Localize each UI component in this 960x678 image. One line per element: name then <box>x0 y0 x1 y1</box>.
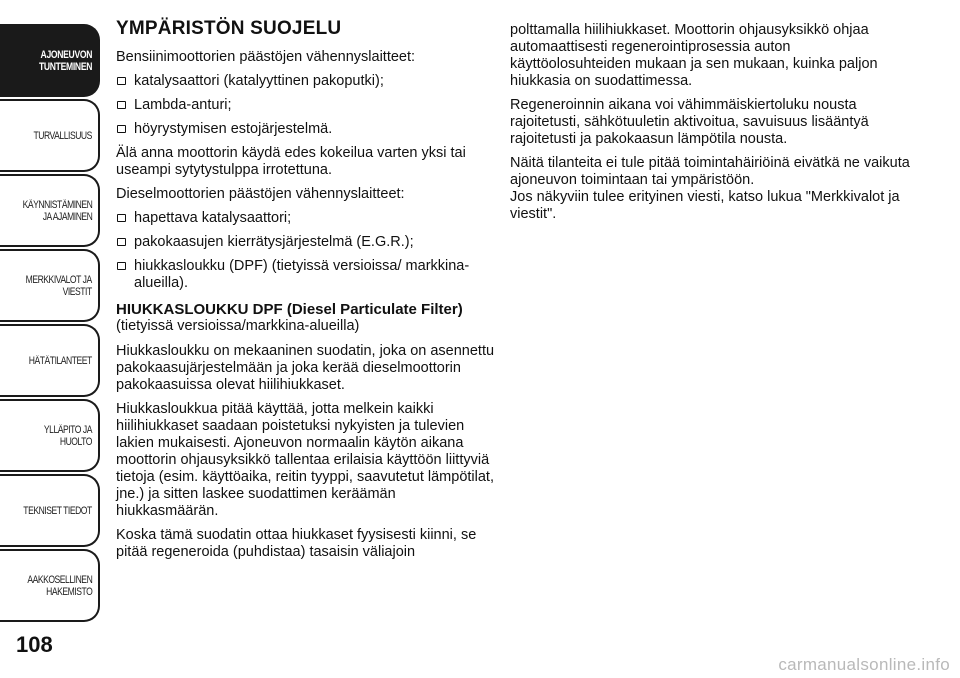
paragraph: polttamalla hiilihiukkaset. Moottorin ohjausyksikkö ohjaa automaattisesti regenerointiprosessia auton käyttöolosuhteiden mukaan ja sen mukaan, kuinka paljon hiukkasia on suodattimessa. <box>510 22 878 89</box>
warning-text: Älä anna moottorin käydä edes kokeilua varten yksi tai useampi sytytystulppa irrotettuna. <box>116 145 466 178</box>
paragraph: Regeneroinnin aikana voi vähimmäiskiertoluku nousta rajoitetusti, sähkötuuletin aktivoitua, savuisuus lisääntyä rajoitetusti ja pakokaasun lämpötila nousta. <box>510 97 869 147</box>
tab-label: AAKKOSELLINEN HAKEMISTO <box>27 573 92 598</box>
diesel-intro: Dieselmoottorien päästöjen vähennyslaitteet: <box>116 186 405 202</box>
paragraph: Koska tämä suodatin ottaa hiukkaset fyysisesti kiinni, se pitää regeneroida (puhdistaa) tasaisin väliajoin <box>116 527 477 560</box>
left-column <box>116 14 498 568</box>
list-item: katalysaattori (katalyyttinen pakoputki); <box>116 73 498 90</box>
tab-kaynnistaminen[interactable] <box>0 174 100 247</box>
tab-ajoneuvon-tunteminen[interactable] <box>0 24 100 97</box>
right-column <box>510 22 910 230</box>
section-heading: HIUKKASLOUKKU DPF (Diesel Particulate Filter) <box>116 301 463 318</box>
tab-tekniset-tiedot[interactable] <box>0 474 100 547</box>
tab-turvallisuus[interactable] <box>0 99 100 172</box>
tab-label: KÄYNNISTÄMINEN JA AJAMINEN <box>22 198 92 223</box>
checkbox-bullet-icon <box>117 214 126 222</box>
paragraph: Jos näkyviin tulee erityinen viesti, katso lukua "Merkkivalot ja viestit". <box>510 189 900 222</box>
page-title: YMPÄRISTÖN SUOJELU <box>116 18 342 39</box>
tab-label: HÄTÄTILANTEET <box>28 354 92 367</box>
tab-label: AJONEUVON TUNTEMINEN <box>38 48 92 73</box>
petrol-intro: Bensiinimoottorien päästöjen vähennyslaitteet: <box>116 49 416 65</box>
tab-label: YLLÄPITO JA HUOLTO <box>43 423 92 448</box>
list-item: hiukkasloukku (DPF) (tietyissä versioissa/ markkina-alueilla). <box>116 258 498 292</box>
checkbox-bullet-icon <box>117 125 126 133</box>
tab-yllapito[interactable] <box>0 399 100 472</box>
page-number: 108 <box>16 632 53 657</box>
list-item: pakokaasujen kierrätysjärjestelmä (E.G.R.); <box>116 234 498 251</box>
paragraph: Hiukkasloukkua pitää käyttää, jotta melkein kaikki hiilihiukkaset saadaan poistetuksi nykyisten ja tulevien lakien mukaisesti. Ajoneuvon normaalin käytön aikana moottorin ohjausyksikkö tallentaa erilaisia käyttöön liittyviä tietoja (esim. käyttöaika, reitin tyyppi, saavutetut lämpötilat, jne.) ja sitten laskee suodattimen keräämän hiukkasmäärän. <box>116 401 494 519</box>
list-item: höyrystymisen estojärjestelmä. <box>116 121 498 138</box>
tab-hatatilanteet[interactable] <box>0 324 100 397</box>
tab-merkkivalot[interactable] <box>0 249 100 322</box>
paragraph: Näitä tilanteita ei tule pitää toimintahäiriöinä eivätkä ne vaikuta ajoneuvon toimintaan tai ympäristöön. <box>510 155 910 188</box>
chapter-tabs <box>0 0 104 678</box>
tab-label: TEKNISET TIEDOT <box>23 504 92 517</box>
section-subnote: (tietyissä versioissa/markkina-alueilla) <box>116 318 360 334</box>
checkbox-bullet-icon <box>117 77 126 85</box>
paragraph: Hiukkasloukku on mekaaninen suodatin, joka on asennettu pakokaasujärjestelmään ja joka kerää dieselmoottorin pakokaasuissa olevat hiilihiukkaset. <box>116 343 495 393</box>
list-item: Lambda-anturi; <box>116 97 498 114</box>
tab-label: TURVALLISUUS <box>33 129 92 142</box>
list-item: hapettava katalysaattori; <box>116 210 498 227</box>
tab-hakemisto[interactable] <box>0 549 100 622</box>
checkbox-bullet-icon <box>117 101 126 109</box>
checkbox-bullet-icon <box>117 238 126 246</box>
tab-label: MERKKIVALOT JA VIESTIT <box>25 273 92 298</box>
checkbox-bullet-icon <box>117 262 126 270</box>
watermark: carmanualsonline.info <box>778 655 950 674</box>
